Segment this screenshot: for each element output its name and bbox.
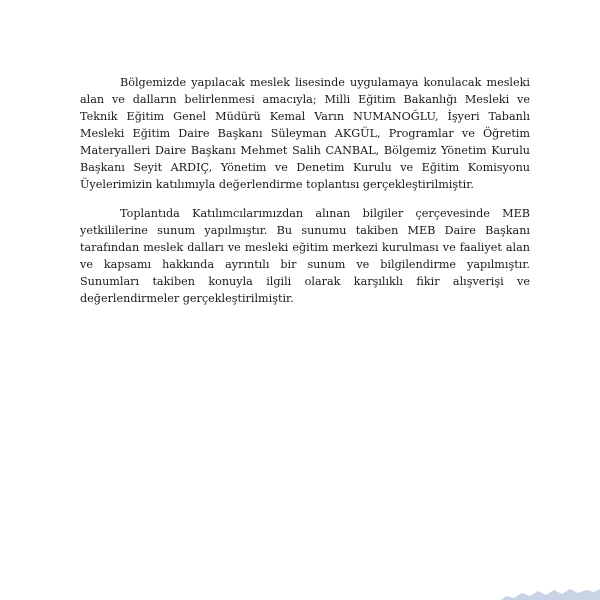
paragraph-meeting-summary: Bölgemizde yapılacak meslek lisesinde uygulamaya konulacak mesleki alan ve dalların belirlenmesi amacıyla; Milli Eğitim Bakanlığı Mesleki ve Teknik Eğitim Genel Müdürü Kemal Varın NUMANOĞLU, İşyeri Tabanlı Mesleki Eğitim Daire Başkanı Süleyman AKGÜL, Programlar ve Öğretim Materyalleri Daire Başkanı Mehmet Salih CANBAL, Bölgemiz Yönetim Kurulu Başkanı Seyit ARDIÇ, Yönetim ve Denetim Kurulu ve Eğitim Komisyonu Üyelerimizin katılımıyla değerlendirme toplantısı gerçekleştirilmiştir. [80,76,530,191]
document-body [80,74,530,319]
corner-decoration [500,586,600,600]
decorative-wave-icon [500,587,600,600]
paragraph-presentation-details: Toplantıda Katılımcılarımızdan alınan bilgiler çerçevesinde MEB yetkililerine sunum yapılmıştır. Bu sunumu takiben MEB Daire Başkanı tarafından meslek dalları ve mesleki eğitim merkezi kurulması ve faaliyet alan ve kapsamı hakkında ayrıntılı bir sunum ve bilgilendirme yapılmıştır. Sunumları takiben konuyla ilgili olarak karşılıklı fikir alışverişi ve değerlendirmeler gerçekleştirilmiştir. [80,207,530,305]
